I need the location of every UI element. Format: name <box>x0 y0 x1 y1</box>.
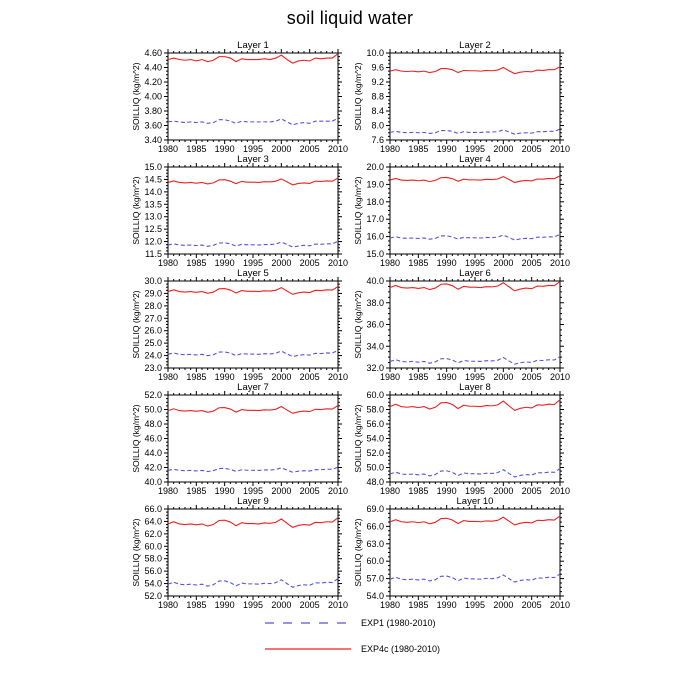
x-tick-label: 2000 <box>493 372 514 382</box>
y-tick-label: 19.0 <box>366 179 384 190</box>
x-tick-label: 1995 <box>242 258 264 268</box>
subplot-layer-9 <box>130 495 352 609</box>
y-tick-label: 4.60 <box>144 48 162 58</box>
x-tick-label: 2010 <box>549 486 571 496</box>
y-tick-label: 10.0 <box>366 48 384 58</box>
y-tick-label: 4.00 <box>144 91 162 102</box>
y-axis-label: SOILLIQ (kg/m^2) <box>131 518 141 587</box>
y-axis-label: SOILLIQ (kg/m^2) <box>131 62 141 131</box>
series-line-exp4c <box>390 516 560 525</box>
plot-frame <box>168 167 338 254</box>
series-line-exp1 <box>390 357 560 365</box>
y-tick-label: 26.0 <box>144 325 162 336</box>
x-tick-label: 1990 <box>214 144 235 154</box>
y-tick-label: 52.0 <box>144 591 162 601</box>
plot-frame <box>390 281 560 368</box>
plot-frame <box>390 53 560 140</box>
y-tick-label: 14.5 <box>144 174 162 185</box>
y-tick-label: 69.0 <box>366 504 384 514</box>
x-tick-label: 1990 <box>436 144 457 154</box>
series-line-exp4c <box>390 400 560 411</box>
chart-canvas-layer-7 <box>130 381 358 495</box>
y-axis-label: SOILLIQ (kg/m^2) <box>131 290 141 359</box>
y-axis-label: SOILLIQ (kg/m^2) <box>353 62 363 131</box>
y-tick-label: 11.5 <box>145 249 162 259</box>
y-tick-label: 56.0 <box>366 419 384 429</box>
charts-grid <box>130 39 580 609</box>
chart-canvas-layer-8 <box>352 381 580 495</box>
y-tick-label: 25.0 <box>144 338 162 349</box>
x-tick-label: 1980 <box>157 372 179 382</box>
y-tick-label: 60.0 <box>366 390 384 400</box>
y-tick-label: 54.0 <box>366 591 384 601</box>
y-tick-label: 18.0 <box>366 196 384 207</box>
x-tick-label: 2005 <box>299 486 320 496</box>
x-tick-label: 1995 <box>242 486 264 496</box>
x-tick-label: 1980 <box>379 258 401 268</box>
y-tick-label: 57.0 <box>366 573 384 584</box>
series-line-exp4c <box>168 54 338 63</box>
subplot-layer-6 <box>352 267 580 381</box>
x-tick-label: 1985 <box>408 486 429 496</box>
x-tick-label: 1980 <box>379 486 401 496</box>
legend-label-exp4c: EXP4c (1980-2010) <box>361 644 441 654</box>
x-tick-label: 2005 <box>521 486 542 496</box>
series-line-exp1 <box>390 574 560 582</box>
x-tick-label: 1995 <box>464 486 486 496</box>
y-axis-label: SOILLIQ (kg/m^2) <box>353 518 363 587</box>
y-tick-label: 15.0 <box>144 162 162 172</box>
x-tick-label: 2005 <box>299 600 320 610</box>
series-line-exp4c <box>168 287 338 295</box>
x-tick-label: 2010 <box>549 372 571 382</box>
x-tick-label: 1990 <box>214 486 235 496</box>
series-line-exp1 <box>390 469 560 477</box>
x-tick-label: 2005 <box>521 600 542 610</box>
x-tick-label: 1985 <box>408 600 429 610</box>
exp1-dashed-line-sample <box>264 618 352 628</box>
subplot-title: Layer 5 <box>237 268 269 279</box>
x-tick-label: 1985 <box>186 144 207 154</box>
series-line-exp4c <box>168 518 338 528</box>
x-tick-label: 1995 <box>464 144 486 154</box>
y-tick-label: 8.8 <box>371 91 384 102</box>
x-tick-label: 1995 <box>242 600 264 610</box>
subplot-title: Layer 9 <box>237 496 269 507</box>
y-tick-label: 27.0 <box>144 313 162 324</box>
chart-canvas-layer-10 <box>352 495 580 609</box>
x-tick-label: 2010 <box>549 144 571 154</box>
series-line-exp4c <box>390 67 560 74</box>
x-tick-label: 1995 <box>464 372 486 382</box>
y-tick-label: 14.0 <box>144 186 162 197</box>
x-tick-label: 2000 <box>271 258 292 268</box>
subplot-title: Layer 8 <box>459 382 491 393</box>
series-line-exp1 <box>168 118 338 125</box>
x-tick-label: 1990 <box>214 258 235 268</box>
y-tick-label: 48.0 <box>366 477 384 487</box>
y-tick-label: 3.80 <box>144 106 162 116</box>
y-tick-label: 60.0 <box>144 541 162 552</box>
plot-frame <box>168 395 338 482</box>
plot-frame <box>168 509 338 596</box>
y-tick-label: 66.0 <box>144 504 162 514</box>
subplot-layer-8 <box>352 381 580 495</box>
y-tick-label: 28.0 <box>144 300 162 311</box>
x-tick-label: 1990 <box>436 600 457 610</box>
y-tick-label: 60.0 <box>366 556 384 567</box>
y-tick-label: 46.0 <box>144 433 162 444</box>
y-tick-label: 52.0 <box>144 390 162 400</box>
x-tick-label: 1990 <box>436 258 457 268</box>
y-tick-label: 62.0 <box>144 528 162 539</box>
x-tick-label: 1985 <box>408 372 429 382</box>
x-tick-label: 1980 <box>157 600 179 610</box>
chart-canvas-layer-3 <box>130 153 358 267</box>
x-tick-label: 1995 <box>242 372 264 382</box>
subplot-layer-2 <box>352 39 580 153</box>
subplot-layer-3 <box>130 153 352 267</box>
y-tick-label: 44.0 <box>144 448 162 458</box>
x-tick-label: 2010 <box>327 258 349 268</box>
y-axis-label: SOILLIQ (kg/m^2) <box>353 404 363 473</box>
y-tick-label: 7.6 <box>371 135 384 145</box>
y-tick-label: 12.0 <box>144 236 162 247</box>
y-tick-label: 17.0 <box>366 214 384 225</box>
y-tick-label: 20.0 <box>366 162 384 172</box>
x-tick-label: 2000 <box>493 600 514 610</box>
x-tick-label: 2005 <box>521 258 542 268</box>
y-tick-label: 63.0 <box>366 538 384 549</box>
series-line-exp4c <box>168 406 338 414</box>
x-tick-label: 2000 <box>271 486 292 496</box>
y-tick-label: 52.0 <box>366 448 384 458</box>
legend-item-exp4c <box>264 644 440 654</box>
plot-frame <box>168 53 338 140</box>
series-line-exp1 <box>390 129 560 134</box>
x-tick-label: 2000 <box>493 258 514 268</box>
chart-canvas-layer-4 <box>352 153 580 267</box>
y-tick-label: 9.2 <box>371 77 384 87</box>
x-tick-label: 2010 <box>327 486 349 496</box>
y-tick-label: 58.0 <box>366 404 384 415</box>
x-tick-label: 1980 <box>157 486 179 496</box>
legend-label-exp1: EXP1 (1980-2010) <box>361 618 436 628</box>
y-tick-label: 54.0 <box>144 578 162 589</box>
y-tick-label: 9.6 <box>371 62 384 73</box>
y-tick-label: 66.0 <box>366 521 384 532</box>
y-tick-label: 3.40 <box>144 135 162 145</box>
y-tick-label: 58.0 <box>144 553 162 564</box>
y-tick-label: 34.0 <box>366 341 384 352</box>
legend-item-exp1 <box>264 618 440 628</box>
series-line-exp1 <box>168 241 338 247</box>
y-tick-label: 16.0 <box>366 231 384 242</box>
exp4c-solid-line-sample <box>264 644 352 654</box>
y-tick-label: 50.0 <box>366 462 384 473</box>
y-tick-label: 4.40 <box>144 62 162 73</box>
y-tick-label: 23.0 <box>144 363 162 373</box>
x-tick-label: 2010 <box>327 372 349 382</box>
x-tick-label: 2010 <box>327 144 349 154</box>
subplot-title: Layer 1 <box>237 40 269 51</box>
y-tick-label: 40.0 <box>366 276 384 286</box>
series-line-exp4c <box>168 178 338 185</box>
y-axis-label: SOILLIQ (kg/m^2) <box>131 404 141 473</box>
y-tick-label: 8.4 <box>371 106 384 116</box>
subplot-layer-5 <box>130 267 352 381</box>
x-tick-label: 2010 <box>549 258 571 268</box>
y-axis-label: SOILLIQ (kg/m^2) <box>131 176 141 245</box>
subplot-layer-4 <box>352 153 580 267</box>
x-tick-label: 2000 <box>493 486 514 496</box>
x-tick-label: 2000 <box>271 372 292 382</box>
y-tick-label: 56.0 <box>144 566 162 577</box>
x-tick-label: 2005 <box>299 144 320 154</box>
subplot-layer-10 <box>352 495 580 609</box>
x-tick-label: 2010 <box>327 600 349 610</box>
y-tick-label: 24.0 <box>144 350 162 361</box>
series-line-exp1 <box>168 579 338 588</box>
y-axis-label: SOILLIQ (kg/m^2) <box>353 290 363 359</box>
chart-canvas-layer-5 <box>130 267 358 381</box>
y-tick-label: 38.0 <box>366 297 384 308</box>
x-tick-label: 1995 <box>464 600 486 610</box>
x-tick-label: 1985 <box>408 258 429 268</box>
y-tick-label: 15.0 <box>366 249 384 259</box>
series-line-exp4c <box>390 282 560 291</box>
y-tick-label: 13.5 <box>144 199 162 210</box>
x-tick-label: 1980 <box>379 600 401 610</box>
series-line-exp1 <box>168 350 338 356</box>
series-line-exp1 <box>168 467 338 472</box>
plot-frame <box>390 395 560 482</box>
chart-canvas-layer-6 <box>352 267 580 381</box>
y-tick-label: 3.60 <box>144 120 162 131</box>
subplot-title: Layer 2 <box>459 40 491 51</box>
chart-canvas-layer-9 <box>130 495 358 609</box>
x-tick-label: 2010 <box>549 600 571 610</box>
y-tick-label: 50.0 <box>144 404 162 415</box>
y-tick-label: 42.0 <box>144 462 162 473</box>
subplot-title: Layer 7 <box>237 382 269 393</box>
y-tick-label: 13.0 <box>144 211 162 222</box>
y-tick-label: 40.0 <box>144 477 162 487</box>
y-tick-label: 12.5 <box>144 224 162 235</box>
subplot-title: Layer 3 <box>237 154 269 165</box>
x-tick-label: 1990 <box>214 600 235 610</box>
x-tick-label: 1980 <box>379 372 401 382</box>
x-tick-label: 1985 <box>408 144 429 154</box>
x-tick-label: 2000 <box>271 144 292 154</box>
y-tick-label: 36.0 <box>366 319 384 330</box>
y-tick-label: 29.0 <box>144 288 162 299</box>
subplot-title: Layer 10 <box>456 496 494 507</box>
y-tick-label: 8.0 <box>371 120 384 131</box>
chart-canvas-layer-2 <box>352 39 580 153</box>
y-axis-label: SOILLIQ (kg/m^2) <box>353 176 363 245</box>
x-tick-label: 1980 <box>379 144 401 154</box>
series-line-exp1 <box>390 234 560 240</box>
series-line-exp4c <box>390 176 560 183</box>
subplot-layer-7 <box>130 381 352 495</box>
plot-frame <box>168 281 338 368</box>
x-tick-label: 1995 <box>464 258 486 268</box>
x-tick-label: 1990 <box>436 486 457 496</box>
x-tick-label: 2000 <box>271 600 292 610</box>
x-tick-label: 1980 <box>157 258 179 268</box>
subplot-title: Layer 6 <box>459 268 491 279</box>
y-tick-label: 64.0 <box>144 516 162 527</box>
page-title: soil liquid water <box>286 8 414 28</box>
x-tick-label: 1995 <box>242 144 264 154</box>
x-tick-label: 2005 <box>299 372 320 382</box>
y-tick-label: 32.0 <box>366 363 384 373</box>
x-tick-label: 1985 <box>186 372 207 382</box>
x-tick-label: 2005 <box>521 144 542 154</box>
x-tick-label: 1990 <box>436 372 457 382</box>
subplot-title: Layer 4 <box>459 154 491 165</box>
x-tick-label: 1985 <box>186 486 207 496</box>
x-tick-label: 2000 <box>493 144 514 154</box>
y-tick-label: 4.20 <box>144 77 162 87</box>
chart-canvas-layer-1 <box>130 39 358 153</box>
y-tick-label: 30.0 <box>144 276 162 286</box>
subplot-layer-1 <box>130 39 352 153</box>
y-tick-label: 54.0 <box>366 433 384 444</box>
x-tick-label: 1985 <box>186 600 207 610</box>
x-tick-label: 2005 <box>299 258 320 268</box>
x-tick-label: 1985 <box>186 258 207 268</box>
x-tick-label: 1990 <box>214 372 235 382</box>
y-tick-label: 48.0 <box>144 419 162 429</box>
x-tick-label: 2005 <box>521 372 542 382</box>
x-tick-label: 1980 <box>157 144 179 154</box>
legend <box>264 618 440 670</box>
